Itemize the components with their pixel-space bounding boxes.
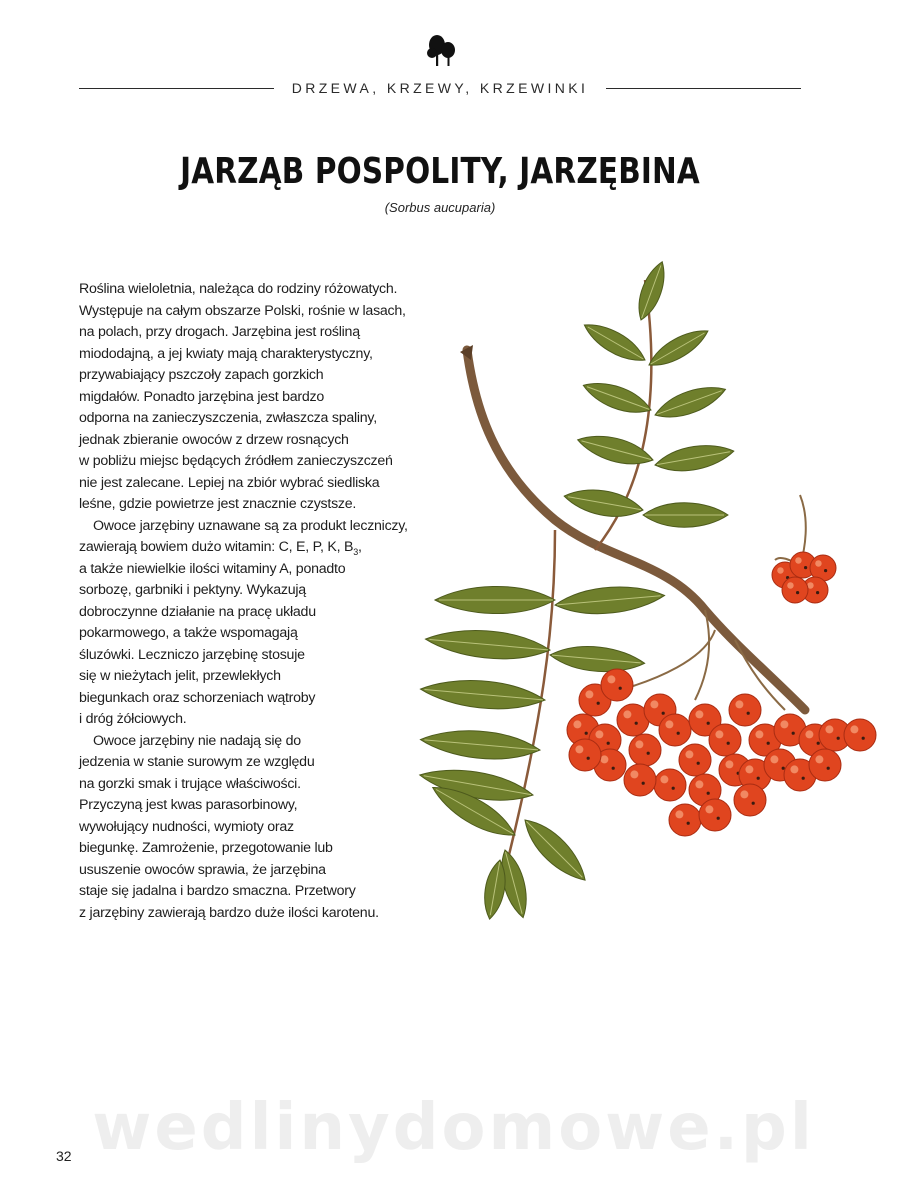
body-line: odporna na zanieczyszczenia, zwłaszcza spaliny, (79, 410, 377, 426)
body-line: pokarmowego, a także wspomagają (79, 625, 298, 641)
berry-highlight (725, 760, 733, 768)
body-line: sorbozę, garbniki i pektyny. Wykazują (79, 582, 306, 598)
body-line: staje się jadalna i bardzo smaczna. Przetwory (79, 883, 356, 899)
body-line: biegunkach oraz schorzeniach wątroby (79, 689, 316, 706)
body-line: miododajną, a jej kwiaty mają charakterystyczny, (79, 345, 373, 362)
berry-highlight (745, 765, 753, 773)
berry-body (659, 714, 691, 746)
berry-body (624, 764, 656, 796)
section-rule-left (79, 88, 274, 89)
berry-body (809, 749, 841, 781)
leaflet (632, 260, 671, 323)
body-line: Przyczyną jest kwas parasorbinowy, (79, 797, 298, 813)
berry-highlight (685, 750, 693, 758)
berry-calyx (802, 777, 805, 780)
berry-calyx (587, 757, 590, 760)
body-line: przywabiający pszczoły zapach gorzkich (79, 367, 324, 383)
berry-body (699, 799, 731, 831)
berry-calyx (662, 712, 665, 715)
body-line: i dróg żółciowych. (79, 711, 187, 727)
berry-body (629, 734, 661, 766)
body-line: Owoce jarzębiny nie nadają się do (93, 732, 301, 749)
berry-highlight (787, 582, 794, 589)
watermark: wedlinydomowe.pl (92, 1091, 815, 1165)
leaflet (643, 503, 728, 527)
body-line: Owoce jarzębiny uznawane są za produkt leczniczy, (93, 517, 408, 534)
berry-calyx (752, 802, 755, 805)
berry-calyx (817, 742, 820, 745)
berry-highlight (660, 775, 668, 783)
berry-calyx (827, 767, 830, 770)
berry-calyx (792, 732, 795, 735)
berry-highlight (607, 675, 615, 683)
berry-calyx (782, 767, 785, 770)
berry-highlight (695, 780, 703, 788)
berry-body (844, 719, 876, 751)
berry (729, 694, 761, 726)
vitamin-subscript: 3 (353, 546, 358, 557)
berry-calyx (697, 762, 700, 765)
berry-highlight (715, 730, 723, 738)
leaflet (575, 429, 656, 471)
body-line: śluzówki. Leczniczo jarzębinę stosuje (79, 646, 305, 663)
page-header (0, 0, 907, 110)
berry-highlight (815, 755, 823, 763)
body-line: się w nieżytach jelit, przewlekłych (79, 668, 281, 684)
berry (809, 749, 841, 781)
berry-highlight (850, 725, 858, 733)
leaflet (579, 316, 650, 369)
body-line: z jarzębiny zawierają bardzo duże ilości karotenu. (79, 904, 379, 921)
body-line: w pobliżu miejsc będących źródłem zanieczyszczeń (79, 453, 393, 469)
berry-highlight (735, 700, 743, 708)
vitamins-comma: , (357, 539, 362, 555)
berry-highlight (650, 700, 658, 708)
berry-calyx (607, 742, 610, 745)
leaflet (562, 484, 645, 522)
berry-highlight (740, 790, 748, 798)
rowan-branch-illustration (405, 260, 885, 930)
berry-body (669, 804, 701, 836)
vitamins-text: zawierają bowiem dużo witamin: C, E, P, K, B (79, 539, 354, 555)
berry-calyx (767, 742, 770, 745)
berry-body (569, 739, 601, 771)
body-line: ususzenie owoców sprawia, że jarzębina (79, 861, 326, 878)
berry-body (601, 669, 633, 701)
body-line: biegunkę. Zamrożenie, przegotowanie lub (79, 840, 333, 856)
leaflet (644, 323, 712, 373)
leaflet (651, 379, 729, 425)
berry-highlight (573, 720, 581, 728)
berry-calyx (824, 569, 827, 572)
body-line: Występuje na całym obszarze Polski, rośnie w lasach, (79, 302, 406, 319)
article-body (79, 279, 459, 924)
leaflet (419, 676, 546, 714)
leaflet-vein (526, 821, 582, 877)
leaflet (554, 583, 666, 618)
berry-calyx (727, 742, 730, 745)
berry-highlight (675, 810, 683, 818)
berry (629, 734, 661, 766)
berry-calyx (796, 591, 799, 594)
berry-highlight (770, 755, 778, 763)
leaflet (435, 586, 555, 613)
berry-calyx (647, 752, 650, 755)
berry-calyx (804, 566, 807, 569)
berry-calyx (757, 777, 760, 780)
berry (679, 744, 711, 776)
body-line: nie jest zalecane. Lepiej na zbiór wybrać siedliska (79, 474, 380, 491)
leaflet (424, 626, 551, 664)
berry-body (709, 724, 741, 756)
berry-calyx (672, 787, 675, 790)
berry-calyx (707, 722, 710, 725)
berry-highlight (623, 710, 631, 718)
body-line: a także niewielkie ilości witaminy A, ponadto (79, 560, 346, 577)
berry-highlight (575, 745, 583, 753)
berry-calyx (677, 732, 680, 735)
berry-highlight (665, 720, 673, 728)
body-line: na gorzki smak i trujące właściwości. (79, 775, 301, 792)
leaflet (516, 811, 593, 888)
berry (659, 714, 691, 746)
berry-calyx (585, 732, 588, 735)
berry-calyx (597, 702, 600, 705)
berry (669, 804, 701, 836)
body-line: na polach, przy drogach. Jarzębina jest rośliną (79, 324, 360, 340)
berry-highlight (585, 690, 593, 698)
berry-calyx (747, 712, 750, 715)
berry-highlight (805, 730, 813, 738)
berry (709, 724, 741, 756)
berry-highlight (635, 740, 643, 748)
berry-calyx (717, 817, 720, 820)
berry-body (679, 744, 711, 776)
berry-body (654, 769, 686, 801)
berry (569, 739, 601, 771)
leaflet (419, 726, 541, 763)
body-line: leśne, gdzie powietrze jest znacznie czystsze. (79, 496, 357, 512)
berry-highlight (815, 560, 822, 567)
page-number: 32 (56, 1148, 72, 1164)
berry-calyx (862, 737, 865, 740)
berry-body (734, 784, 766, 816)
body-line-vitamins (79, 537, 459, 559)
berry-body (729, 694, 761, 726)
berry (699, 799, 731, 831)
berry-calyx (837, 737, 840, 740)
berry (601, 669, 633, 701)
berry-highlight (790, 765, 798, 773)
cluster-stalks (620, 610, 785, 710)
berry-highlight (755, 730, 763, 738)
leaflet (580, 375, 655, 420)
berry-highlight (695, 710, 703, 718)
berry-highlight (825, 725, 833, 733)
berry (734, 784, 766, 816)
berry-calyx (816, 591, 819, 594)
berry-highlight (780, 720, 788, 728)
leaflet (549, 643, 646, 676)
berry-highlight (705, 805, 713, 813)
body-line: Roślina wieloletnia, należąca do rodziny różowatych. (79, 281, 398, 297)
berry (844, 719, 876, 751)
berry (624, 764, 656, 796)
berry-highlight (795, 557, 802, 564)
leaflet (653, 440, 736, 477)
body-line: migdałów. Ponadto jarzębina jest bardzo (79, 388, 324, 405)
berry-highlight (595, 730, 603, 738)
berry-calyx (635, 722, 638, 725)
section-rule-right (606, 88, 801, 89)
body-line: wywołujący nudności, wymioty oraz (79, 818, 294, 835)
berry-body (782, 577, 808, 603)
berry (654, 769, 686, 801)
berry-highlight (600, 755, 608, 763)
berry-calyx (619, 687, 622, 690)
latin-name: (Sorbus aucuparia) (384, 200, 496, 215)
berry-highlight (777, 567, 784, 574)
tree-icon (424, 33, 464, 67)
berry-highlight (630, 770, 638, 778)
berry-calyx (707, 792, 710, 795)
body-line: jednak zbieranie owoców z drzew rosnących (79, 431, 349, 448)
berry (782, 577, 808, 603)
section-label: DRZEWA, KRZEWY, KRZEWINKI (291, 80, 589, 96)
body-line: jedzenia w stanie surowym ze względu (79, 754, 315, 770)
berry-calyx (687, 822, 690, 825)
berry-calyx (642, 782, 645, 785)
body-line: dobroczynne działanie na pracę układu (79, 603, 316, 620)
page-title: JARZĄB POSPOLITY, JARZĘBINA (180, 151, 700, 192)
berry-calyx (612, 767, 615, 770)
